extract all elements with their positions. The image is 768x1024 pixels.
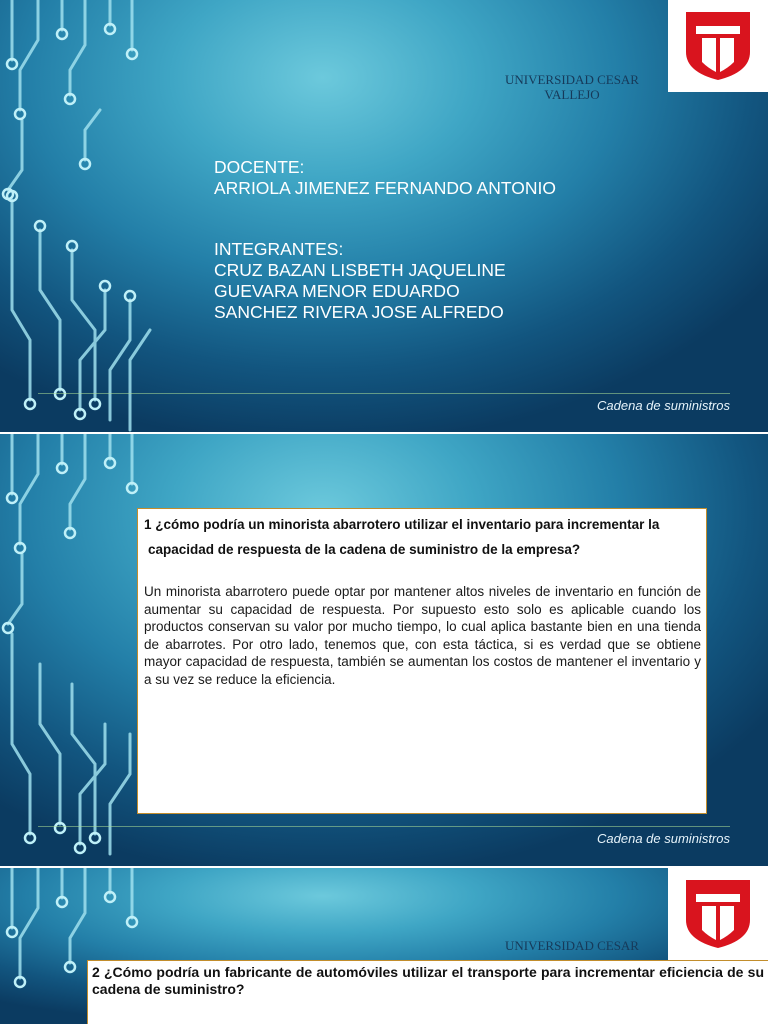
- university-name-line1: UNIVERSIDAD CESAR: [505, 72, 639, 87]
- question-text: 1 ¿cómo podría un minorista abarrotero utilizar el inventario para incrementar la: [144, 517, 660, 532]
- university-name: UNIVERSIDAD CESAR: [505, 938, 639, 953]
- question-text-continued: capacidad de respuesta de la cadena de suministro de la empresa?: [148, 542, 581, 557]
- docente-label: DOCENTE:: [214, 157, 305, 177]
- shield-logo-icon: [686, 880, 750, 948]
- docente-name: ARRIOLA JIMENEZ FERNANDO ANTONIO: [214, 178, 556, 198]
- integrante-3: SANCHEZ RIVERA JOSE ALFREDO: [214, 302, 504, 322]
- divider-line: [38, 393, 730, 394]
- divider-line: [38, 826, 730, 827]
- slide-footer: Cadena de suministros: [597, 398, 730, 413]
- question-text: 2 ¿Cómo podría un fabricante de automóviles utilizar el transporte para incrementar eficiencia de su cadena de suministro?: [92, 964, 764, 997]
- circuit-decoration: [0, 0, 160, 432]
- integrantes-label: INTEGRANTES:: [214, 239, 344, 259]
- university-logo: [668, 0, 768, 92]
- university-name: [488, 72, 656, 102]
- question-box: [87, 960, 768, 1024]
- integrante-2: GUEVARA MENOR EDUARDO: [214, 281, 460, 301]
- university-name-line2: VALLEJO: [544, 87, 600, 102]
- slide-title: [0, 0, 768, 432]
- circuit-decoration: [0, 434, 160, 866]
- docente-block: [214, 157, 556, 199]
- answer-paragraph: Un minorista abarrotero puede optar por mantener altos niveles de inventario en función de aumentar su capacidad de respuesta. Por supuesto esto solo es aplicable cuando los productos conservan su valor por mucho tiempo, lo cual aplica bastante bien en una tienda de abarrotes. Por otro lado, tenemos que, con esta táctica, si es verdad que se obtiene mayor capacidad de respuesta, también se aumentan los costos de mantener el inventario y a su vez se reduce la eficiencia.: [144, 584, 701, 687]
- integrantes-block: [214, 239, 506, 323]
- university-logo: [668, 868, 768, 960]
- slide-question-2: [0, 868, 768, 1024]
- slide-question-1: [0, 434, 768, 866]
- slide-footer: Cadena de suministros: [597, 831, 730, 846]
- integrante-1: CRUZ BAZAN LISBETH JAQUELINE: [214, 260, 506, 280]
- shield-logo-icon: [686, 12, 750, 80]
- question-box: [137, 508, 707, 814]
